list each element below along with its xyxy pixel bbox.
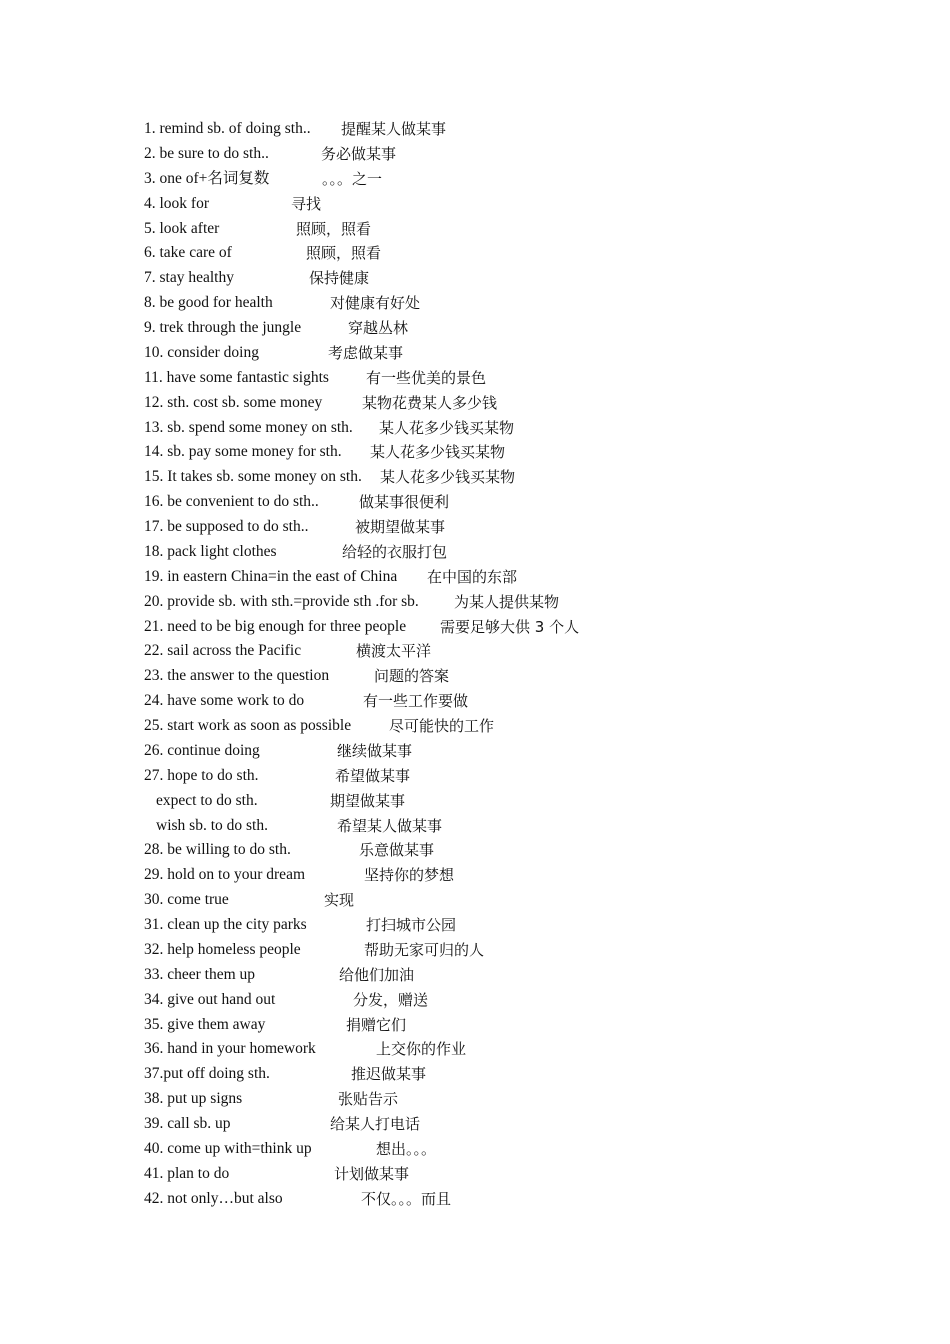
phrase-chinese: 帮助无家可归的人 [364, 940, 485, 959]
phrase-chinese: 需要足够大供 3 个人 [440, 617, 580, 636]
phrase-english: expect to do sth. [156, 791, 258, 809]
phrase-english: 14. sb. pay some money for sth. [144, 443, 342, 461]
phrase-row [144, 565, 904, 590]
phrase-chinese: 坚持你的梦想 [364, 866, 455, 885]
phrase-row [144, 291, 904, 316]
phrase-english: 9. trek through the jungle [144, 319, 302, 336]
phrase-row [144, 739, 904, 764]
phrase-chinese: 某人花多少钱买某物 [370, 443, 506, 462]
phrase-chinese: 务必做某事 [321, 144, 397, 163]
phrase-chinese: 被期望做某事 [355, 518, 446, 536]
phrase-english: 21. need to be big enough for three people [144, 617, 407, 635]
phrase-row [144, 988, 904, 1013]
phrase-english: 11. have some fantastic sights [144, 368, 329, 386]
phrase-row [144, 266, 904, 291]
phrase-english: 23. the answer to the question [144, 667, 330, 685]
phrase-english: 19. in eastern China=in the east of China [144, 567, 398, 585]
phrase-english: wish sb. to do sth. [156, 816, 268, 834]
phrase-row [144, 1112, 904, 1137]
phrase-row [144, 440, 904, 465]
phrase-chinese: 继续做某事 [337, 741, 413, 760]
phrase-row [144, 1162, 904, 1187]
phrase-row [144, 963, 904, 988]
phrase-english: 31. clean up the city parks [144, 916, 307, 933]
phrase-row [144, 814, 904, 839]
phrase-english: 41. plan to do [144, 1164, 230, 1182]
phrase-chinese: 打扫城市公园 [366, 916, 457, 934]
phrase-english: 22. sail across the Pacific [144, 642, 302, 660]
phrase-chinese: 穿越丛林 [348, 319, 409, 337]
phrase-english: 2. be sure to do sth.. [144, 144, 269, 162]
phrase-english: 20. provide sb. with sth.=provide sth .for sb. [144, 592, 419, 610]
phrase-english: 5. look after [144, 219, 220, 237]
phrase-row [144, 540, 904, 565]
phrase-chinese: 想出。。。 [376, 1139, 437, 1158]
phrase-chinese: 给他们加油 [339, 965, 415, 984]
phrase-english: 32. help homeless people [144, 940, 301, 958]
phrase-english: 39. call sb. up [144, 1115, 231, 1132]
phrase-english: 42. not only…but also [144, 1189, 283, 1207]
phrase-row [144, 316, 904, 341]
phrase-row [144, 590, 904, 615]
phrase-english: 8. be good for health [144, 294, 273, 312]
phrase-row [144, 689, 904, 714]
phrase-chinese: 乐意做某事 [359, 841, 435, 860]
phrase-row [144, 142, 904, 167]
phrase-row [144, 714, 904, 739]
phrase-chinese: 计划做某事 [334, 1164, 410, 1183]
phrase-chinese: 照顾，照看 [296, 219, 372, 238]
phrase-chinese: 某物花费某人多少钱 [362, 393, 498, 412]
phrase-english: 30. come true [144, 891, 229, 909]
phrase-chinese: 推迟做某事 [351, 1065, 427, 1084]
phrase-english: 34. give out hand out [144, 990, 276, 1008]
phrase-chinese: 分发，赠送 [353, 990, 429, 1009]
phrase-row [144, 217, 904, 242]
phrase-english: 29. hold on to your dream [144, 866, 306, 884]
phrase-english: 40. come up with=think up [144, 1139, 312, 1157]
phrase-chinese: 对健康有好处 [330, 294, 421, 313]
phrase-list [144, 117, 904, 1212]
phrase-english: 16. be convenient to do sth.. [144, 493, 319, 511]
phrase-english: 1. remind sb. of doing sth.. [144, 120, 311, 137]
phrase-row [144, 615, 904, 640]
phrase-chinese: 某人花多少钱买某物 [379, 418, 515, 437]
phrase-chinese: 不仅。。。而且 [361, 1189, 452, 1208]
phrase-english: 36. hand in your homework [144, 1040, 316, 1058]
phrase-row [144, 515, 904, 540]
phrase-row [144, 664, 904, 689]
phrase-row [144, 1037, 904, 1062]
phrase-chinese: 上交你的作业 [376, 1040, 467, 1059]
phrase-chinese: 希望做某事 [335, 766, 411, 785]
phrase-english: 17. be supposed to do sth.. [144, 518, 309, 535]
phrase-row [144, 888, 904, 913]
phrase-row [144, 1187, 904, 1212]
phrase-row [144, 341, 904, 366]
phrase-english: 3. one of+名词复数 [144, 169, 270, 187]
phrase-row [144, 1137, 904, 1162]
phrase-english: 37.put off doing sth. [144, 1065, 270, 1083]
phrase-english: 25. start work as soon as possible [144, 717, 352, 734]
phrase-chinese: 问题的答案 [374, 667, 450, 686]
phrase-chinese: 有一些工作要做 [363, 692, 469, 711]
phrase-row [144, 863, 904, 888]
phrase-chinese: 给轻的衣服打包 [342, 542, 448, 561]
phrase-chinese: 做某事很便利 [359, 493, 450, 512]
phrase-chinese: 实现 [324, 891, 355, 910]
phrase-row [144, 838, 904, 863]
phrase-row [144, 416, 904, 441]
phrase-english: 18. pack light clothes [144, 542, 277, 560]
phrase-english: 12. sth. cost sb. some money [144, 393, 323, 411]
phrase-row [144, 241, 904, 266]
phrase-chinese: 有一些优美的景色 [366, 368, 487, 387]
phrase-row [144, 639, 904, 664]
phrase-english: 38. put up signs [144, 1090, 243, 1108]
phrase-chinese: 在中国的东部 [427, 567, 518, 586]
phrase-row [144, 938, 904, 963]
phrase-english: 7. stay healthy [144, 269, 234, 287]
phrase-chinese: 为某人提供某物 [454, 592, 560, 611]
phrase-row [144, 1062, 904, 1087]
phrase-english: 33. cheer them up [144, 965, 256, 983]
phrase-chinese: 寻找 [291, 194, 322, 213]
phrase-row [144, 1087, 904, 1112]
phrase-chinese: 照顾，照看 [306, 244, 382, 263]
phrase-chinese: 横渡太平洋 [356, 642, 432, 661]
phrase-chinese: 希望某人做某事 [337, 816, 443, 835]
phrase-chinese: 期望做某事 [330, 791, 406, 810]
phrase-english: 6. take care of [144, 244, 232, 262]
phrase-english: 15. It takes sb. some money on sth. [144, 468, 362, 486]
phrase-english: 24. have some work to do [144, 692, 305, 710]
phrase-row [144, 117, 904, 142]
phrase-english: 35. give them away [144, 1015, 266, 1033]
phrase-row [144, 465, 904, 490]
phrase-english: 13. sb. spend some money on sth. [144, 418, 353, 436]
phrase-row [144, 490, 904, 515]
phrase-row [144, 391, 904, 416]
phrase-row [144, 913, 904, 938]
phrase-english: 10. consider doing [144, 343, 259, 361]
phrase-chinese: 某人花多少钱买某物 [380, 468, 516, 487]
phrase-row [144, 192, 904, 217]
phrase-chinese: 尽可能快的工作 [389, 717, 495, 735]
phrase-english: 4. look for [144, 194, 210, 212]
phrase-chinese: 。。。之一 [322, 169, 383, 188]
phrase-chinese: 张贴告示 [338, 1090, 399, 1109]
phrase-row [144, 1013, 904, 1038]
phrase-chinese: 考虑做某事 [328, 343, 404, 362]
phrase-chinese: 保持健康 [309, 269, 370, 288]
phrase-english: 27. hope to do sth. [144, 766, 259, 784]
phrase-chinese: 捐赠它们 [346, 1015, 407, 1034]
phrase-english: 28. be willing to do sth. [144, 841, 291, 859]
phrase-row [144, 167, 904, 192]
phrase-english: 26. continue doing [144, 741, 260, 759]
phrase-row [144, 764, 904, 789]
phrase-chinese: 提醒某人做某事 [341, 120, 447, 138]
phrase-row [144, 789, 904, 814]
phrase-chinese: 给某人打电话 [330, 1115, 421, 1133]
phrase-row [144, 366, 904, 391]
